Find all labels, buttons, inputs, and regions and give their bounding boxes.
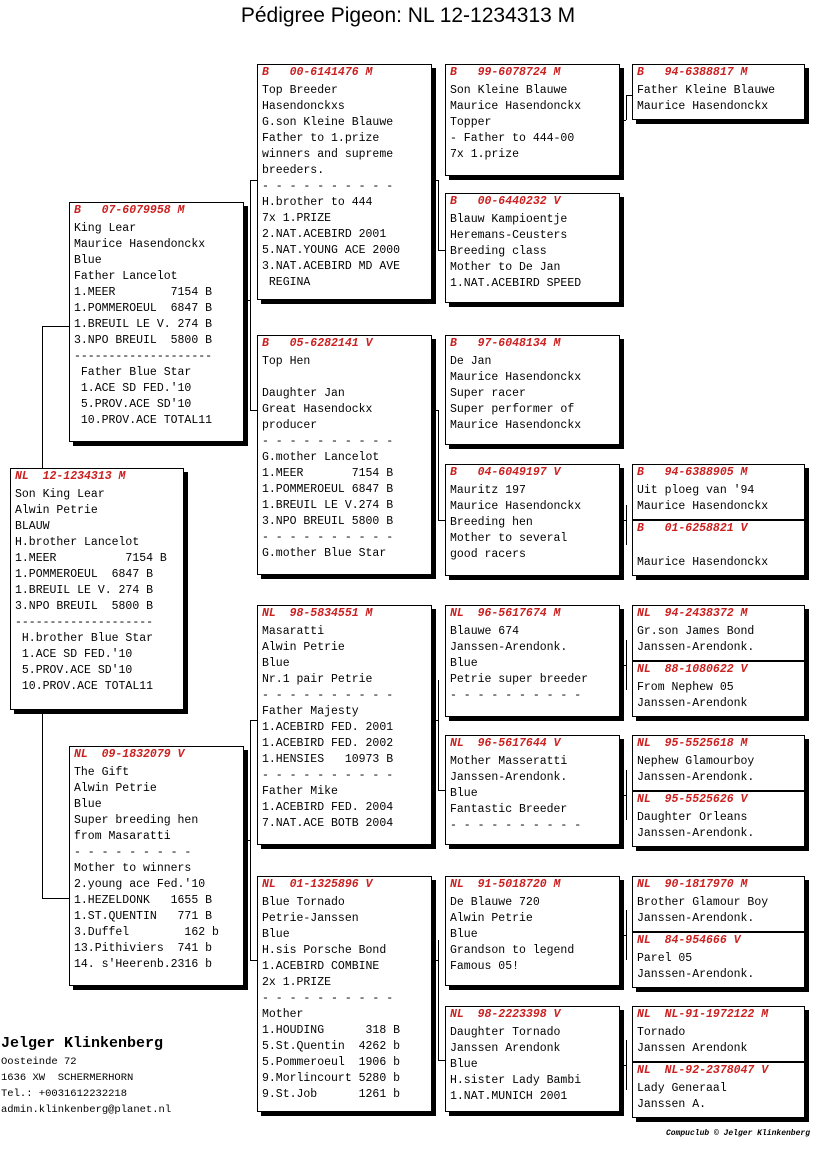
pedigree-line: 1.POMMEROEUL 6847 B xyxy=(15,568,154,581)
ring-number: B 04-6049197 V xyxy=(450,466,561,479)
pedigree-line xyxy=(262,370,427,386)
ring-number: NL 09-1832079 V xyxy=(74,748,185,761)
ring-number: NL 91-5018720 M xyxy=(450,878,561,891)
connector-line xyxy=(620,120,626,121)
pedigree-box-mother[interactable] xyxy=(69,746,244,986)
pedigree-line: - Father to 444-00 xyxy=(450,132,575,145)
pedigree-line: 1.ACEBIRD FED. 2004 xyxy=(262,801,394,814)
pedigree-line: breeders. xyxy=(262,164,325,177)
pedigree-line: 5.PROV.ACE SD'10 xyxy=(15,664,133,677)
pedigree-line: 7x 1.prize xyxy=(450,148,520,161)
pedigree-line: Nr.1 pair Petrie xyxy=(262,673,373,686)
pedigree-box-ff[interactable] xyxy=(257,64,432,300)
connector-line xyxy=(42,712,43,898)
pedigree-line: H.brother Lancelot xyxy=(15,536,140,549)
breeder-address: Oosteinde 72 xyxy=(1,1056,77,1068)
pedigree-line: Breeding class xyxy=(450,245,547,258)
connector-line xyxy=(432,960,438,961)
pedigree-line: Mother Masseratti xyxy=(450,755,568,768)
pedigree-line: good racers xyxy=(450,548,526,561)
pedigree-line: Janssen Arendonk xyxy=(450,1042,561,1055)
ring-number: B 00-6141476 M xyxy=(262,66,373,79)
pedigree-box-mmmf[interactable] xyxy=(632,1006,805,1062)
pedigree-line: from Masaratti xyxy=(74,830,171,843)
pedigree-line: Top Breeder xyxy=(262,84,338,97)
pedigree-line: Blue xyxy=(74,798,102,811)
pedigree-box-mf[interactable] xyxy=(257,605,432,845)
pedigree-line: 9.St.Job 1261 b xyxy=(262,1088,401,1101)
pedigree-line: Janssen-Arendonk. xyxy=(450,641,568,654)
ring-number: B 97-6048134 M xyxy=(450,337,561,350)
connector-line xyxy=(626,95,627,120)
pedigree-line: BLAUW xyxy=(15,520,50,533)
pedigree-line: Gr.son James Bond xyxy=(637,625,755,638)
pedigree-box-mmm[interactable] xyxy=(445,1006,620,1112)
ring-number: NL 12-1234313 M xyxy=(15,470,126,483)
breeder-email[interactable]: admin.klinkenberg@planet.nl xyxy=(1,1104,172,1116)
pedigree-line: 1.ACE SD FED.'10 xyxy=(15,648,133,661)
pedigree-line: Father Kleine Blauwe xyxy=(637,84,776,97)
pedigree-line: Breeding hen xyxy=(450,516,533,529)
pedigree-line: Famous 05! xyxy=(450,960,520,973)
connector-line xyxy=(42,326,70,327)
pedigree-line: Maurice Hasendonckx xyxy=(637,100,769,113)
pedigree-line: 1.BREUIL LE V.274 B xyxy=(262,499,394,512)
pedigree-line: 1.ACEBIRD FED. 2002 xyxy=(262,737,394,750)
connector-line xyxy=(626,505,627,545)
pedigree-line: Maurice Hasendonckx xyxy=(450,371,582,384)
pedigree-line: 1.ST.QUENTIN 771 B xyxy=(74,910,213,923)
pedigree-line: 1.NAT.ACEBIRD SPEED xyxy=(450,277,582,290)
pedigree-line xyxy=(637,539,800,555)
pedigree-line: 10.PROV.ACE TOTAL11 xyxy=(15,680,154,693)
pedigree-box-father[interactable] xyxy=(69,202,244,442)
pedigree-line: 3.NAT.ACEBIRD MD AVE xyxy=(262,260,401,273)
pedigree-line: Son King Lear xyxy=(15,488,105,501)
pedigree-line: De Blauwe 720 xyxy=(450,896,540,909)
pedigree-line: Blue xyxy=(450,657,478,670)
ring-number: NL 96-5617674 M xyxy=(450,607,561,620)
connector-line xyxy=(438,410,439,520)
pedigree-line: Blue xyxy=(450,787,478,800)
pedigree-line: 14. s'Heerenb.2316 b xyxy=(74,958,213,971)
pedigree-line: Alwin Petrie xyxy=(15,504,98,517)
pedigree-line: - - - - - - - - - - xyxy=(262,531,394,544)
pedigree-line: Super racer xyxy=(450,387,526,400)
ring-number: NL 96-5617644 V xyxy=(450,737,561,750)
pedigree-line: - - - - - - - - - - xyxy=(262,689,394,702)
pedigree-line: Janssen Arendonk xyxy=(637,1042,748,1055)
pedigree-box-mfm[interactable] xyxy=(445,735,620,845)
pedigree-line: Fantastic Breeder xyxy=(450,803,568,816)
pedigree-line: Blue xyxy=(262,928,290,941)
pedigree-line: Father Lancelot xyxy=(74,270,178,283)
pedigree-line: Janssen-Arendonk. xyxy=(637,968,755,981)
pedigree-line: H.brother Blue Star xyxy=(15,632,154,645)
pedigree-line: 1.POMMEROEUL 6847 B xyxy=(74,302,213,315)
pedigree-line: Maurice Hasendonckx xyxy=(450,100,582,113)
ring-number: NL 90-1817970 M xyxy=(637,878,748,891)
pedigree-line: 2.NAT.ACEBIRD 2001 xyxy=(262,228,387,241)
connector-line xyxy=(438,680,439,790)
pedigree-line: Blauw Kampioentje xyxy=(450,213,568,226)
pedigree-line: Mother to De Jan xyxy=(450,261,561,274)
connector-line xyxy=(626,1040,627,1090)
ring-number: B 00-6440232 V xyxy=(450,195,561,208)
pedigree-line: G.son Kleine Blauwe xyxy=(262,116,394,129)
pedigree-line: 1.ACEBIRD FED. 2001 xyxy=(262,721,394,734)
breeder-info xyxy=(1,1034,171,1118)
pedigree-line: producer xyxy=(262,419,318,432)
pedigree-line: Petrie super breeder xyxy=(450,673,589,686)
pedigree-box-fmmm[interactable] xyxy=(632,520,805,576)
connector-line xyxy=(620,795,626,796)
connector-line xyxy=(626,640,627,690)
pedigree-line: Daughter Tornado xyxy=(450,1026,561,1039)
pedigree-line: - - - - - - - - - - xyxy=(262,435,394,448)
pedigree-line: 1.BREUIL LE V. 274 B xyxy=(15,584,154,597)
breeder-name: Jelger Klinkenberg xyxy=(1,1035,164,1052)
connector-line xyxy=(438,940,439,1060)
pedigree-line: 1.HENSIES 10973 B xyxy=(262,753,394,766)
pedigree-line: 7x 1.PRIZE xyxy=(262,212,332,225)
pedigree-line: King Lear xyxy=(74,222,137,235)
pedigree-line: Mother to several xyxy=(450,532,568,545)
ring-number: NL 98-5834551 M xyxy=(262,607,373,620)
pedigree-box-mmff[interactable] xyxy=(632,876,805,932)
pedigree-line: Janssen-Arendonk. xyxy=(637,912,755,925)
pedigree-line: - - - - - - - - - - xyxy=(450,689,582,702)
pedigree-line: Alwin Petrie xyxy=(262,641,345,654)
pedigree-line: Nephew Glamourboy xyxy=(637,755,755,768)
pedigree-line: G.mother Lancelot xyxy=(262,451,380,464)
pedigree-line: Maurice Hasendonckx xyxy=(74,238,206,251)
pedigree-line: 7.NAT.ACE BOTB 2004 xyxy=(262,817,394,830)
pedigree-box-mfmf[interactable] xyxy=(632,735,805,791)
pedigree-line: De Jan xyxy=(450,355,492,368)
pedigree-line: Mother xyxy=(262,1008,304,1021)
ring-number: B 07-6079958 M xyxy=(74,204,185,217)
pedigree-line: Son Kleine Blauwe xyxy=(450,84,568,97)
pedigree-line: 5.PROV.ACE SD'10 xyxy=(74,398,192,411)
pedigree-box-fmm[interactable] xyxy=(445,464,620,576)
ring-number: NL 95-5525626 V xyxy=(637,793,748,806)
pedigree-box-mfmm[interactable] xyxy=(632,791,805,847)
pedigree-line: REGINA xyxy=(262,276,311,289)
pedigree-box-mfff[interactable] xyxy=(632,605,805,661)
pedigree-line: Heremans-Ceusters xyxy=(450,229,568,242)
pedigree-box-fmmf[interactable] xyxy=(632,464,805,520)
pedigree-line: - - - - - - - - - - xyxy=(262,180,394,193)
pedigree-line: 1.BREUIL LE V. 274 B xyxy=(74,318,213,331)
ring-number: NL NL-92-2378047 V xyxy=(637,1064,769,1077)
pedigree-line: Daughter Jan xyxy=(262,387,345,400)
pedigree-line: H.sister Lady Bambi xyxy=(450,1074,582,1087)
pedigree-line: 1.ACE SD FED.'10 xyxy=(74,382,192,395)
pedigree-line: 3.NPO BREUIL 5800 B xyxy=(74,334,213,347)
pedigree-line: Father Blue Star xyxy=(74,366,192,379)
pedigree-line: Parel 05 xyxy=(637,952,693,965)
pedigree-line: 1.POMMEROEUL 6847 B xyxy=(262,483,394,496)
pedigree-line: Blauwe 674 xyxy=(450,625,520,638)
pedigree-line: 1.ACEBIRD COMBINE xyxy=(262,960,380,973)
pedigree-line: Great Hasendockx xyxy=(262,403,373,416)
pedigree-box-mmf[interactable] xyxy=(445,876,620,986)
pedigree-line: - - - - - - - - - - xyxy=(262,769,394,782)
pedigree-line: Petrie-Janssen xyxy=(262,912,359,925)
pedigree-line: 5.St.Quentin 4262 b xyxy=(262,1040,401,1053)
page-title: Pédigree Pigeon: NL 12-1234313 M xyxy=(240,4,576,27)
pedigree-line: Father Majesty xyxy=(262,705,359,718)
connector-line xyxy=(250,720,251,960)
breeder-phone: Tel.: +0031612232218 xyxy=(1,1088,128,1100)
pedigree-line: Janssen-Arendonk. xyxy=(637,771,755,784)
ring-number: NL 94-2438372 M xyxy=(637,607,748,620)
pedigree-line: Maurice Hasendonckx xyxy=(450,500,582,513)
pedigree-line: Alwin Petrie xyxy=(74,782,157,795)
pedigree-line: - - - - - - - - - - xyxy=(450,819,582,832)
pedigree-line: 1.HOUDING 318 B xyxy=(262,1024,401,1037)
pedigree-line: Blue xyxy=(74,254,102,267)
pedigree-box-mffm[interactable] xyxy=(632,661,805,717)
pedigree-line: From Nephew 05 xyxy=(637,681,734,694)
pedigree-line: Father Mike xyxy=(262,785,338,798)
connector-line xyxy=(626,770,627,820)
pedigree-line: Maurice Hasendonckx xyxy=(450,419,582,432)
ring-number: NL 88-1080622 V xyxy=(637,663,748,676)
pedigree-line: Maurice Hasendonckx xyxy=(637,500,769,513)
connector-line xyxy=(626,910,627,960)
connector-line xyxy=(243,300,250,301)
pedigree-line: 2x 1.PRIZE xyxy=(262,976,332,989)
pedigree-line: Janssen-Arendonk. xyxy=(450,771,568,784)
connector-line xyxy=(620,1065,626,1066)
ring-number: B 94-6388905 M xyxy=(637,466,748,479)
pedigree-box-mmmm[interactable] xyxy=(632,1062,805,1118)
connector-line xyxy=(432,180,438,181)
ring-number: B 94-6388817 M xyxy=(637,66,748,79)
pedigree-line: Daughter Orleans xyxy=(637,811,748,824)
pedigree-line: Father to 1.prize xyxy=(262,132,380,145)
pedigree-box-mmfm[interactable] xyxy=(632,932,805,988)
pedigree-line: - - - - - - - - - - xyxy=(262,992,394,1005)
pedigree-line: -------------------- xyxy=(15,616,154,629)
pedigree-line: Janssen-Arendonk. xyxy=(637,641,755,654)
pedigree-box-fff[interactable] xyxy=(445,64,620,176)
pedigree-line: -------------------- xyxy=(74,350,213,363)
pedigree-line: 1.NAT.MUNICH 2001 xyxy=(450,1090,568,1103)
pedigree-line: 1.MEER 7154 B xyxy=(262,467,394,480)
pedigree-line: 2.young ace Fed.'10 xyxy=(74,878,206,891)
connector-line xyxy=(620,935,626,936)
connector-line xyxy=(432,720,438,721)
pedigree-line: Blue xyxy=(450,928,478,941)
pedigree-line: winners and supreme xyxy=(262,148,394,161)
ring-number: NL NL-91-1972122 M xyxy=(637,1008,769,1021)
pedigree-line: Lady Generaal xyxy=(637,1082,727,1095)
breeder-city: 1636 XW SCHERMERHORN xyxy=(1,1072,134,1084)
connector-line xyxy=(438,180,439,250)
pedigree-line: 13.Pithiviers 741 b xyxy=(74,942,213,955)
ring-number: NL 84-954666 V xyxy=(637,934,741,947)
copyright-note: Compuclub © Jelger Klinkenberg xyxy=(665,1129,810,1138)
connector-line xyxy=(42,326,43,468)
pedigree-line: Blue Tornado xyxy=(262,896,345,909)
pedigree-line: H.brother to 444 xyxy=(262,196,373,209)
pedigree-line: Top Hen xyxy=(262,355,311,368)
pedigree-line: 1.MEER 7154 B xyxy=(74,286,213,299)
connector-line xyxy=(620,665,626,666)
ring-number: B 99-6078724 M xyxy=(450,66,561,79)
pedigree-line: Brother Glamour Boy xyxy=(637,896,769,909)
pedigree-line: The Gift xyxy=(74,766,130,779)
pedigree-line: Hasendonckxs xyxy=(262,100,345,113)
pedigree-line: Alwin Petrie xyxy=(450,912,533,925)
pedigree-line: Super performer of xyxy=(450,403,575,416)
connector-line xyxy=(432,410,438,411)
ring-number: NL 95-5525618 M xyxy=(637,737,748,750)
pedigree-box-fmf[interactable] xyxy=(445,335,620,445)
pedigree-line: Janssen-Arendonk xyxy=(637,697,748,710)
pedigree-line: Janssen A. xyxy=(637,1098,707,1111)
pedigree-line: Grandson to legend xyxy=(450,944,575,957)
pedigree-box-subject[interactable] xyxy=(10,468,184,710)
pedigree-box-ffm[interactable] xyxy=(445,193,620,303)
ring-number: B 01-6258821 V xyxy=(637,522,748,535)
pedigree-line: Mother to winners xyxy=(74,862,192,875)
pedigree-line: Tornado xyxy=(637,1026,686,1039)
pedigree-line: H.sis Porsche Bond xyxy=(262,944,387,957)
pedigree-line: 1.MEER 7154 B xyxy=(15,552,167,565)
pedigree-line: Blue xyxy=(262,657,290,670)
pedigree-line: Masaratti xyxy=(262,625,325,638)
pedigree-line: 5.Pommeroeul 1906 b xyxy=(262,1056,401,1069)
connector-line xyxy=(243,840,250,841)
ring-number: NL 98-2223398 V xyxy=(450,1008,561,1021)
ring-number: NL 01-1325896 V xyxy=(262,878,373,891)
pedigree-box-fm[interactable] xyxy=(257,335,432,575)
pedigree-line: 3.Duffel 162 b xyxy=(74,926,219,939)
pedigree-box-mff[interactable] xyxy=(445,605,620,717)
pedigree-box-ffff[interactable] xyxy=(632,64,805,120)
pedigree-line: 10.PROV.ACE TOTAL11 xyxy=(74,414,213,427)
pedigree-line: G.mother Blue Star xyxy=(262,547,387,560)
pedigree-line: 3.NPO BREUIL 5800 B xyxy=(262,515,394,528)
pedigree-line: 5.NAT.YOUNG ACE 2000 xyxy=(262,244,401,257)
pedigree-line: 1.HEZELDONK 1655 B xyxy=(74,894,213,907)
pedigree-line: Uit ploeg van '94 xyxy=(637,484,755,497)
pedigree-line: Topper xyxy=(450,116,492,129)
pedigree-line: 9.Morlincourt 5280 b xyxy=(262,1072,401,1085)
pedigree-box-mm[interactable] xyxy=(257,876,432,1112)
pedigree-line: 3.NPO BREUIL 5800 B xyxy=(15,600,154,613)
pedigree-line: - - - - - - - - - xyxy=(74,846,192,859)
pedigree-line: Janssen-Arendonk. xyxy=(637,827,755,840)
ring-number: B 05-6282141 V xyxy=(262,337,373,350)
connector-line xyxy=(42,898,70,899)
pedigree-line: Maurice Hasendonckx xyxy=(637,556,769,569)
connector-line xyxy=(620,520,626,521)
connector-line xyxy=(250,180,251,410)
pedigree-line: Blue xyxy=(450,1058,478,1071)
pedigree-line: Mauritz 197 xyxy=(450,484,526,497)
pedigree-line: Super breeding hen xyxy=(74,814,199,827)
